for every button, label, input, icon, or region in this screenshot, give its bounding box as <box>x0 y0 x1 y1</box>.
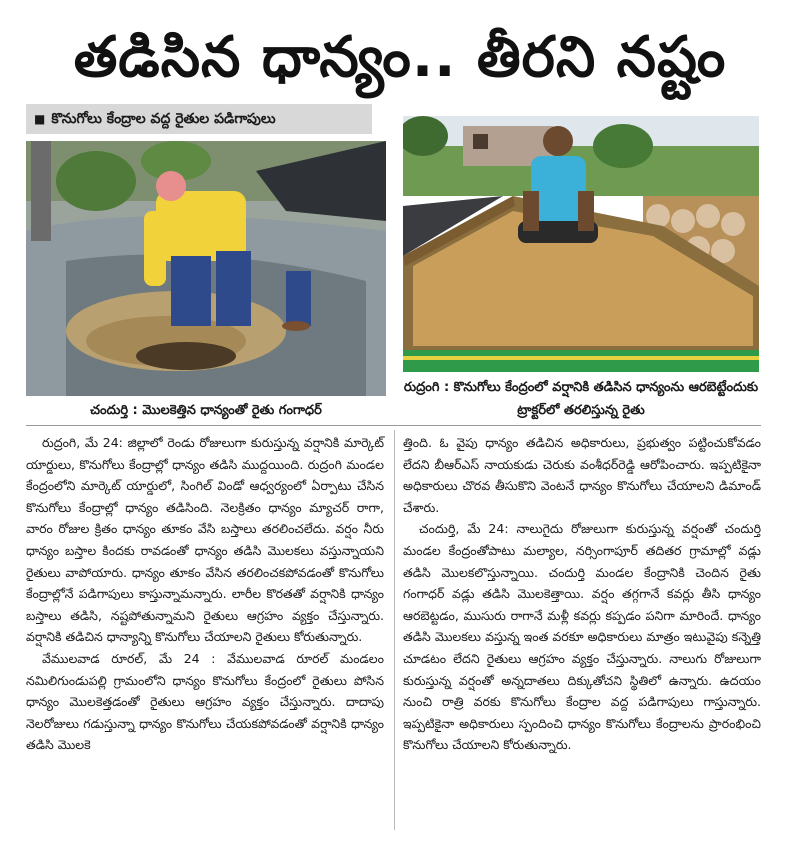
headline: తడిసిన ధాన్యం.. తీరని నష్టం <box>73 25 727 90</box>
square-bullet-icon: ■ <box>34 112 46 126</box>
article-paragraph: రుద్రంగి, మే 24: జిల్లాలో రెండు రోజులుగా కురుస్తున్న వర్షానికి మార్కెట్ యార్డులు, కొనుగోలు కేంద్రాల్లో ధాన్యం తడిసి ముద్దయింది. రుద్రంగి మండల కేంద్రంలోని మార్కెట్ యార్డులో, సింగిల్ విండో ఆధ్వర్యంలో ఏర్పాటు చేసిన కొనుగోలు కేంద్రాల్లో ధాన్యం తడిసింది. నెలక్రితం ధాన్యం మ్యాచర్ రాగా, వారం రోజుల క్రితం ధాన్యం తూకం వేసి బస్తాలు తరలించలేదు. వర్షం నీరు ధాన్యం బస్తాల కిందకు రావడంతో ధాన్యం తడిసి మొలకలు వస్తున్నాయని రైతులు వాపోయారు. ధాన్యం తూకం వేసిన తరలించకపోవడంతో కొనుగోలు కేంద్రాల్లోనే పడిగాపులు కాస్తున్నామన్నారు. లారీల కొరతతో వర్షానికి ధాన్యం బస్తాలు తడిసి, నష్టపోతున్నామని రైతులు ఆగ్రహం వ్యక్తం చేస్తున్నారు. వర్షానికి తడిచిన ధాన్యాన్ని కొనుగోలు చేయాలని రైతులు కోరుతున్నారు. <box>26 435 384 645</box>
subheadline-bar <box>26 104 372 134</box>
photo-farmer-tractor-grain <box>403 116 759 372</box>
divider <box>26 425 761 426</box>
article-column-right <box>403 432 761 756</box>
article-column-left <box>26 432 384 756</box>
photo-farmer-sprouted-grain <box>26 141 386 396</box>
article-paragraph: వేములవాడ రూరల్, మే 24 : వేములవాడ రూరల్ మండలం నమిలిగుండుపల్లి గ్రామంలోని ధాన్యం కొనుగోలు కేంద్రంలో రైతులు పోసిన ధాన్యం మొలకెత్తడంతో రైతులు ఆగ్రహం వ్యక్తం చేస్తున్నారు. దాదాపు నెలరోజులు గడుస్తున్నా ధాన్యం కొనుగోలు చేయకపోవడంతో వర్షానికి ధాన్యం తడిసి మొలకె <box>26 650 384 753</box>
article-paragraph: చందుర్తి, మే 24: నాలుగైదు రోజులుగా కురుస్తున్న వర్షంతో చందుర్తి మండల కేంద్రంతోపాటు మల్యాల, నర్సింగాపూర్ తదితర గ్రామాల్లో వడ్లు తడిసి మొలకలొస్తున్నాయి. చందుర్తి మండల కేంద్రానికి చెందిన రైతు గంగాధర్ వడ్లు తడిసి మొలకెత్తాయి. వర్షం తగ్గగానే కవర్లు తీసి ధాన్యం ఆరబెట్టడం, ముసురు రాగానే మళ్లీ కవర్లు కప్పడం పనిగా మారిందే. ధాన్యం తడిసి మొలకలు వస్తున్న ఇంత వరకూ అధికారులు మాత్రం ఇటువైపు కన్నెత్తి చూడటం లేదని రైతులు ఆగ్రహం వ్యక్తం చేస్తున్నారు. నాలుగు రోజులుగా కురుస్తున్న వర్షంతో అన్నదాతలు దిక్కుతోచని స్థితిలో ఉన్నారు. ఉదయం నుంచి రాత్రి వరకు కొనుగోలు కేంద్రాల వద్ద పడిగాపులు గాస్తున్నారు. ఇప్పటికైనా అధికారులు స్పందించి ధాన్యం కొనుగోలు కేంద్రాలను ప్రారంభించి కొనుగోలు చేయాలని కోరుతున్నారు. <box>403 521 761 753</box>
subheadline: కొనుగోలు కేంద్రాల వద్ద రైతుల పడిగాపులు <box>51 111 276 127</box>
photo-left-caption: చందుర్తి : మొలకెత్తిన ధాన్యంతో రైతు గంగాధర్ <box>90 403 322 418</box>
article-paragraph: త్తింది. ఓ వైపు ధాన్యం తడిచిన అధికారులు, ప్రభుత్వం పట్టించుకోవడం లేదని బీఆర్ఎస్ నాయకుడు చెరుకు వంశీధర్‌రెడ్డి ఆరోపించారు. ఇప్పటికైనా అధికారులు చొరవ తీసుకొని వెంటనే ధాన్యం కొనుగోలు చేయాలని డిమాండ్ చేశారు. <box>403 435 761 515</box>
column-divider <box>394 430 395 830</box>
photo-right-caption: రుద్రంగి : కొనుగోలు కేంద్రంలో వర్షానికి తడిసిన ధాన్యంను ఆరబెట్టేందుకు ట్రాక్టర్‌లో తరలిస్తున్న రైతు <box>403 380 759 418</box>
